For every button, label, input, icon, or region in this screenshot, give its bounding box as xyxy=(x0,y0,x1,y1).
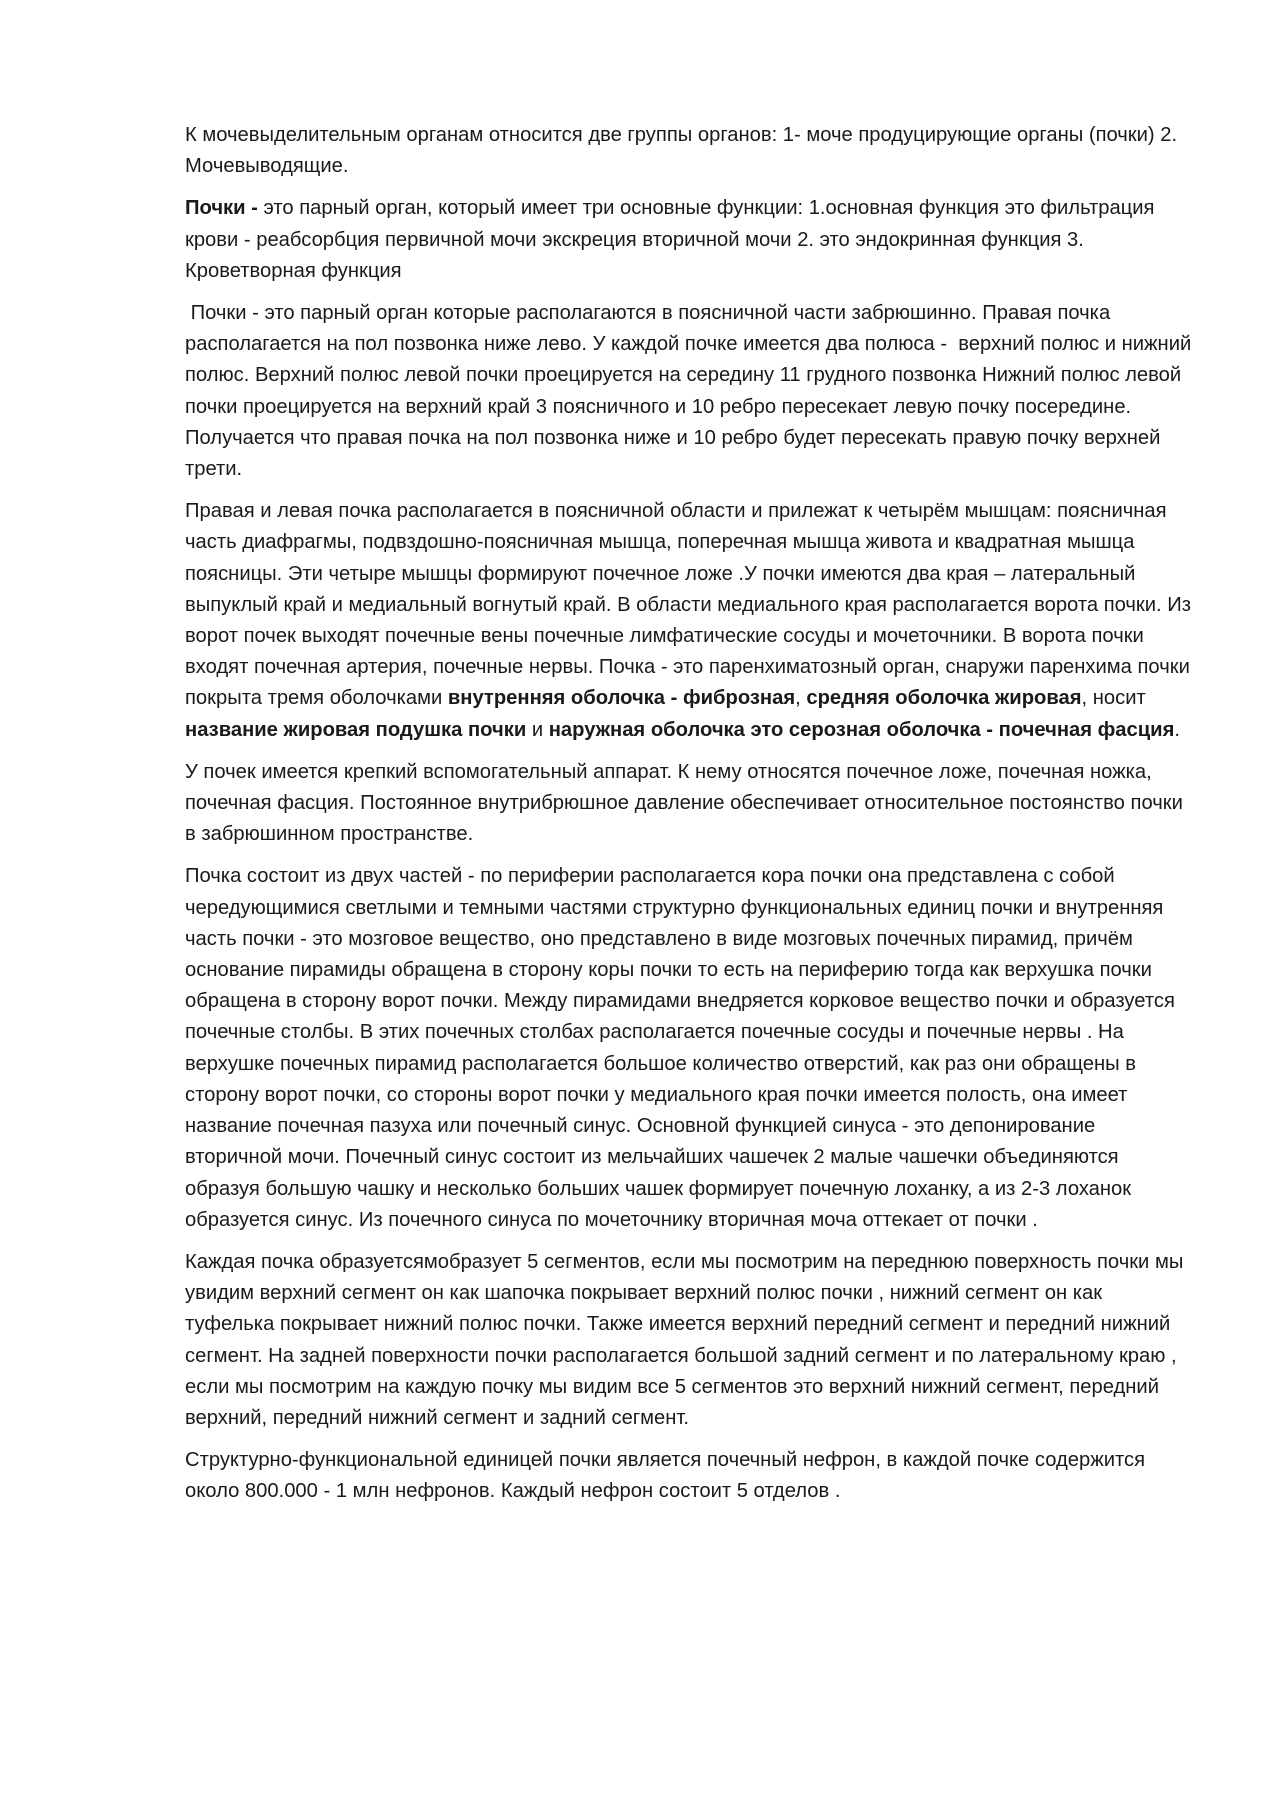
bold-term: средняя оболочка жировая xyxy=(806,687,1082,710)
text-run: Каждая почка образуетсямобразует 5 сегментов, если мы посмотрим на переднюю поверхность почки мы увидим верхний сегмент он как шапочка покрывает верхний полюс почки , нижний сегмент он как туфелька покрывает нижний полюс почки. Также имеется верхний передний сегмент и передний нижний сегмент. На задней поверхности почки располагается большой задний сегмент и по латеральному краю , если мы посмотрим на каждую почку мы видим все 5 сегментов это верхний нижний сегмент, передний верхний, передний нижний сегмент и задний сегмент. xyxy=(185,1250,1184,1429)
text-run: Правая и левая почка располагается в поясничной области и прилежат к четырём мышцам: поясничная часть диафрагмы, подвздошно-поясничная мышца, поперечная мышца живота и квадратная мышца поясницы. Эти четыре мышцы формируют почечное ложе .У почки имеются два края – латеральный выпуклый край и медиальный вогнутый край. В области медиального края располагается ворота почки. Из ворот почек выходят почечные вены почечные лимфатические сосуды и мочеточники. В ворота почки входят почечная артерия, почечные нервы. Почка - это паренхиматозный орган, снаружи паренхима почки покрыта тремя оболочками xyxy=(185,500,1192,710)
text-run: У почек имеется крепкий вспомогательный аппарат. К нему относятся почечное ложе, почечная ножка, почечная фасция. Постоянное внутрибрюшное давление обеспечивает относительное постоянство почки в забрюшинном пространстве. xyxy=(185,760,1183,846)
bold-term: Почки - xyxy=(185,197,264,220)
paragraph-6 xyxy=(185,861,1195,1235)
text-run: , xyxy=(795,687,807,710)
bold-term: название жировая подушка почки xyxy=(185,718,527,741)
text-run: Структурно-функциональной единицей почки является почечный нефрон, в каждой почке содержится около 800.000 - 1 млн нефронов. Каждый нефрон состоит 5 отделов . xyxy=(185,1449,1146,1503)
text-run: это парный орган, который имеет три основные функции: 1.основная функция это фильтрация крови - реабсорбция первичной мочи экскреция вторичной мочи 2. это эндокринная функция 3. Кроветворная функция xyxy=(185,197,1155,282)
paragraph-7 xyxy=(185,1247,1195,1434)
text-run: Почка состоит из двух частей - по периферии располагается кора почки она представлена с собой чередующимися светлыми и темными частями структурно функциональных единиц почки и внутренняя часть почки - это мозговое вещество, оно представлено в виде мозговых почечных пирамид, причём основание пирамиды обращена в сторону коры почки то есть на периферию тогда как верхушка почки обращена в сторону ворот почки. Между пирамидами внедряется корковое вещество почки и образуется почечные столбы. В этих почечных столбах располагается почечные сосуды и почечные нервы . На верхушке почечных пирамид располагается большое количество отверстий, как раз они обращены в сторону ворот почки, со стороны ворот почки у медиального края почки имеется полость, она имеет название почечная пазуха или почечный синус. Основной функцией синуса - это депонирование вторичной мочи. Почечный синус состоит из мельчайших чашечек 2 малые чашечки объединяются образуя большую чашку и несколько больших чашек формирует почечную лоханку, а из 2-3 лоханок образуется синус. Из почечного синуса по мочеточнику вторичная моча оттекает от почки . xyxy=(185,865,1175,1231)
text-run: . xyxy=(1174,718,1180,741)
paragraph-1 xyxy=(185,120,1195,182)
paragraph-2 xyxy=(185,193,1195,287)
text-run: К мочевыделительным органам относится две группы органов: 1- моче продуцирующие органы (почки) 2. Мочевыводящие. xyxy=(185,124,1178,178)
paragraph-3 xyxy=(185,298,1195,485)
bold-term: наружная оболочка это серозная оболочка - почечная фасция xyxy=(548,718,1175,741)
paragraph-8 xyxy=(185,1445,1195,1507)
document-body xyxy=(185,120,1195,1519)
bold-term: внутренняя оболочка - фиброзная xyxy=(447,687,796,710)
text-run: и xyxy=(526,718,549,741)
text-run: Почки - это парный орган которые располагаются в поясничной части забрюшинно. Правая почка располагается на пол позвонка ниже лево. У каждой почке имеется два полюса - верхний полюс и нижний полюс. Верхний полюс левой почки проецируется на середину 11 грудного позвонка Нижний полюс левой почки проецируется на верхний край 3 поясничного и 10 ребро пересекает левую почку посередине. Получается что правая почка на пол позвонка ниже и 10 ребро будет пересекать правую почку верхней трети. xyxy=(185,302,1197,481)
paragraph-4 xyxy=(185,496,1195,746)
text-run: , носит xyxy=(1081,687,1146,710)
paragraph-5 xyxy=(185,757,1195,851)
